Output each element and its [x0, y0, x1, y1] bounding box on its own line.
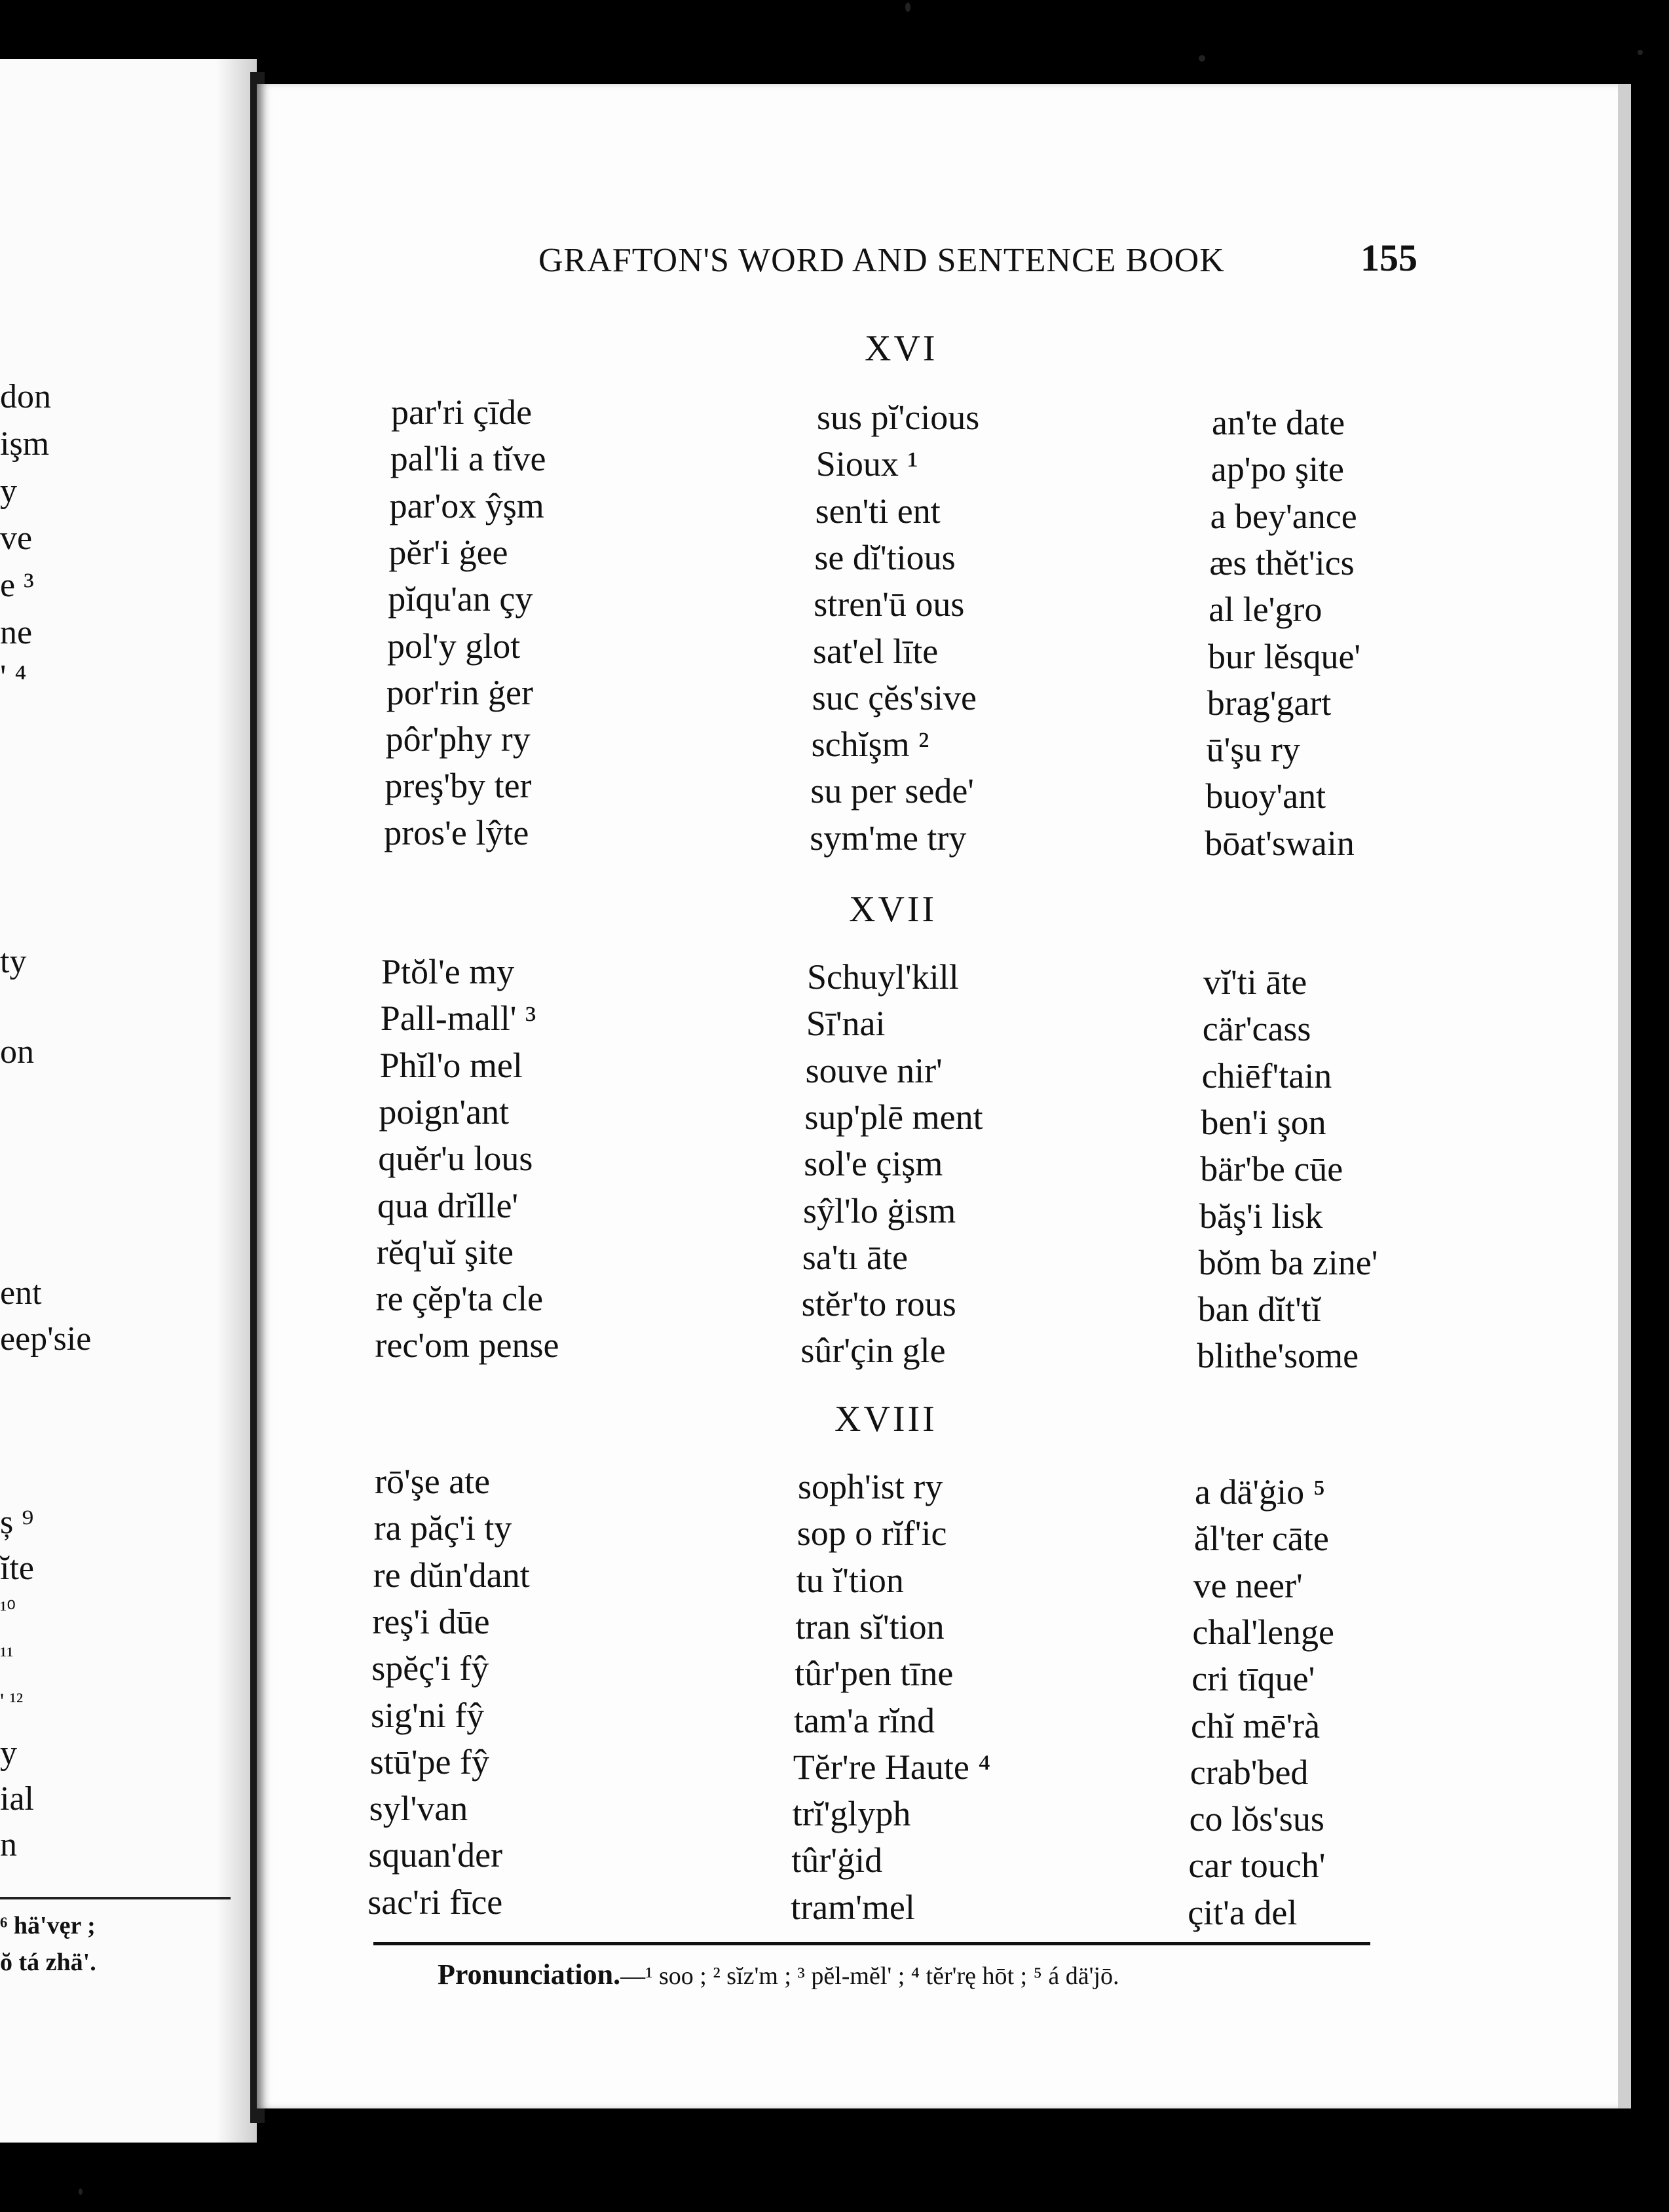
- word-entry: spĕç'i fŷ: [371, 1649, 489, 1688]
- footnote-rule: [373, 1942, 1370, 1945]
- word-entry: ra păç'i ty: [373, 1508, 512, 1548]
- word-entry: chĭ mē'rà: [1191, 1706, 1321, 1745]
- word-entry: quĕr'u lous: [378, 1139, 533, 1179]
- left-fragment: e ³: [0, 567, 34, 604]
- word-entry: pros'e lŷte: [384, 812, 529, 852]
- left-fragment: ial: [0, 1780, 34, 1818]
- word-entry: băş'i lisk: [1199, 1196, 1323, 1236]
- word-entry: blithe'some: [1197, 1336, 1359, 1376]
- pronunciation-footnote: [438, 1958, 1119, 1991]
- word-entry: cär'cass: [1202, 1009, 1311, 1049]
- word-entry: sen'ti ent: [815, 491, 941, 531]
- word-entry: pôr'phy ry: [385, 719, 531, 759]
- word-entry: sŷl'lo ġism: [803, 1191, 956, 1230]
- word-entry: tu ĭ'tion: [796, 1560, 904, 1600]
- word-entry: ăl'ter cāte: [1193, 1519, 1329, 1559]
- scan-speck: [79, 2188, 83, 2195]
- word-entry: sus pĭ'cious: [817, 398, 980, 437]
- word-entry: ben'i şon: [1201, 1102, 1326, 1142]
- word-entry: a dä'ġio ⁵: [1195, 1472, 1326, 1512]
- scan-speck: [1199, 55, 1205, 62]
- left-fragment: eep'sie: [0, 1320, 92, 1358]
- word-entry: Tĕr're Haute ⁴: [793, 1747, 991, 1787]
- left-fragment: ent: [0, 1274, 42, 1312]
- word-entry: Phĭl'o mel: [379, 1045, 523, 1085]
- word-entry: souve nir': [805, 1050, 943, 1090]
- left-fragment: ' ⁴: [0, 658, 27, 696]
- word-entry: rec'om pense: [375, 1325, 559, 1365]
- left-fragment: n: [0, 1826, 17, 1863]
- word-entry: Pall-mall' ³: [380, 999, 536, 1039]
- section-title: XVII: [849, 889, 937, 930]
- word-entry: an'te date: [1212, 403, 1345, 442]
- left-footnote: ⁶ hä'vęr ;: [0, 1912, 96, 1939]
- word-entry: cri tīque': [1191, 1659, 1315, 1699]
- word-entry: trĭ'glyph: [792, 1794, 911, 1834]
- section-title: XVIII: [834, 1399, 937, 1440]
- left-fragment: ne: [0, 614, 33, 651]
- scan-speck: [1638, 50, 1643, 55]
- word-entry: bōat'swain: [1205, 823, 1355, 863]
- left-fragment: ș ⁹: [0, 1504, 34, 1541]
- word-entry: tram'mel: [791, 1887, 915, 1927]
- left-page-fragment: [0, 59, 257, 2143]
- word-entry: preş'by ter: [384, 766, 532, 806]
- page-edge: [1618, 84, 1631, 2108]
- word-entry: tam'a rĭnd: [794, 1700, 935, 1740]
- left-fragment: y: [0, 472, 17, 510]
- word-entry: bur lĕsque': [1208, 636, 1361, 676]
- word-entry: pol'y glot: [387, 626, 521, 666]
- word-entry: co lŏs'sus: [1189, 1799, 1324, 1839]
- word-entry: squan'der: [368, 1835, 503, 1875]
- word-entry: sym'me try: [810, 818, 967, 858]
- word-entry: qua drĭlle': [377, 1185, 519, 1225]
- word-entry: ap'po şite: [1210, 449, 1344, 489]
- word-entry: pĕr'i ġee: [388, 532, 508, 572]
- word-entry: sop o rĭf'ic: [797, 1514, 947, 1554]
- word-entry: par'ri çīde: [391, 392, 533, 432]
- word-entry: reş'i dūe: [372, 1601, 490, 1641]
- word-entry: al le'gro: [1209, 590, 1322, 630]
- word-entry: ban dĭt'tĭ: [1197, 1289, 1321, 1329]
- pronunciation-label: Pronunciation.: [438, 1958, 621, 1991]
- word-entry: pal'li a tĭve: [390, 439, 546, 479]
- word-entry: bär'be cūe: [1200, 1149, 1343, 1189]
- left-fragment: ¹¹: [0, 1643, 14, 1668]
- word-entry: chiēf'tain: [1201, 1056, 1332, 1096]
- word-entry: soph'ist ry: [798, 1467, 943, 1506]
- word-entry: sup'plē ment: [804, 1097, 983, 1137]
- word-entry: se dĭ'tious: [814, 537, 956, 577]
- left-footnote: ŏ tá zhä'.: [0, 1949, 96, 1976]
- page-number: 155: [1360, 237, 1417, 279]
- word-entry: tran sĭ'tion: [795, 1607, 945, 1647]
- word-entry: sol'e çişm: [804, 1144, 943, 1184]
- pronunciation-text: —¹ soo ; ² sĭz'm ; ³ pĕl-mĕl' ; ⁴ tĕr'rę hōt ; ⁵ á dä'jō.: [620, 1962, 1119, 1990]
- word-entry: tûr'pen tīne: [795, 1654, 954, 1694]
- word-entry: poign'ant: [379, 1092, 510, 1132]
- word-entry: su per sede': [810, 771, 975, 811]
- word-entry: tûr'ġid: [791, 1840, 883, 1880]
- word-entry: a bey'ance: [1210, 496, 1357, 536]
- left-fragment: on: [0, 1033, 34, 1071]
- word-entry: par'ox ŷşm: [389, 486, 544, 525]
- word-entry: stren'ū ous: [814, 584, 965, 624]
- left-fragment: ve: [0, 520, 33, 557]
- word-entry: re dŭn'dant: [373, 1555, 530, 1595]
- word-entry: Sioux ¹: [816, 444, 918, 484]
- word-entry: stĕr'to rous: [801, 1284, 956, 1324]
- word-entry: chal'lenge: [1192, 1612, 1334, 1652]
- word-entry: sat'el līte: [813, 631, 939, 671]
- word-entry: Schuyl'kill: [807, 957, 959, 997]
- left-fragment: don: [0, 378, 51, 415]
- left-fragment: ĭte: [0, 1550, 34, 1587]
- word-entry: syl'van: [369, 1789, 468, 1829]
- left-footnote-rule: [0, 1897, 231, 1899]
- word-entry: por'rin ġer: [386, 672, 533, 712]
- word-entry: bŏm ba zine': [1198, 1242, 1378, 1282]
- section-title: XVI: [865, 328, 938, 369]
- word-entry: brag'gart: [1207, 683, 1332, 723]
- word-entry: stū'pe fŷ: [369, 1742, 489, 1782]
- word-entry: sac'ri fīce: [367, 1882, 503, 1922]
- word-entry: crab'bed: [1190, 1752, 1309, 1792]
- running-header: GRAFTON'S WORD AND SENTENCE BOOK: [538, 242, 1225, 279]
- scan-speck: [905, 3, 910, 12]
- word-entry: rĕq'uĭ şite: [376, 1232, 514, 1272]
- word-entry: ū'şu ry: [1206, 730, 1300, 770]
- left-fragment: y: [0, 1734, 17, 1772]
- word-entry: sa'tı āte: [802, 1237, 908, 1277]
- word-entry: vĭ'ti āte: [1203, 963, 1307, 1002]
- word-entry: car touch': [1188, 1846, 1326, 1886]
- word-entry: Sī'nai: [806, 1004, 886, 1044]
- word-entry: æs thĕt'ics: [1209, 543, 1355, 582]
- word-entry: rō'şe ate: [375, 1462, 491, 1501]
- word-entry: Ptŏl'e my: [381, 952, 515, 991]
- word-entry: çit'a del: [1188, 1892, 1298, 1932]
- word-entry: buoy'ant: [1205, 776, 1326, 816]
- word-entry: schĭşm ²: [811, 725, 929, 765]
- left-fragment: ty: [0, 943, 27, 980]
- word-entry: sig'ni fŷ: [371, 1695, 485, 1735]
- word-entry: sûr'çin gle: [800, 1331, 946, 1371]
- left-fragment: ¹⁰: [0, 1597, 16, 1622]
- word-entry: re çĕp'ta cle: [375, 1279, 544, 1319]
- word-entry: suc çĕs'sive: [812, 677, 977, 717]
- right-page: [257, 84, 1624, 2108]
- word-entry: ve neer': [1193, 1565, 1303, 1605]
- word-entry: pĭqu'an çy: [388, 579, 533, 619]
- left-fragment: işm: [0, 425, 50, 463]
- left-fragment: ' ¹²: [0, 1689, 24, 1713]
